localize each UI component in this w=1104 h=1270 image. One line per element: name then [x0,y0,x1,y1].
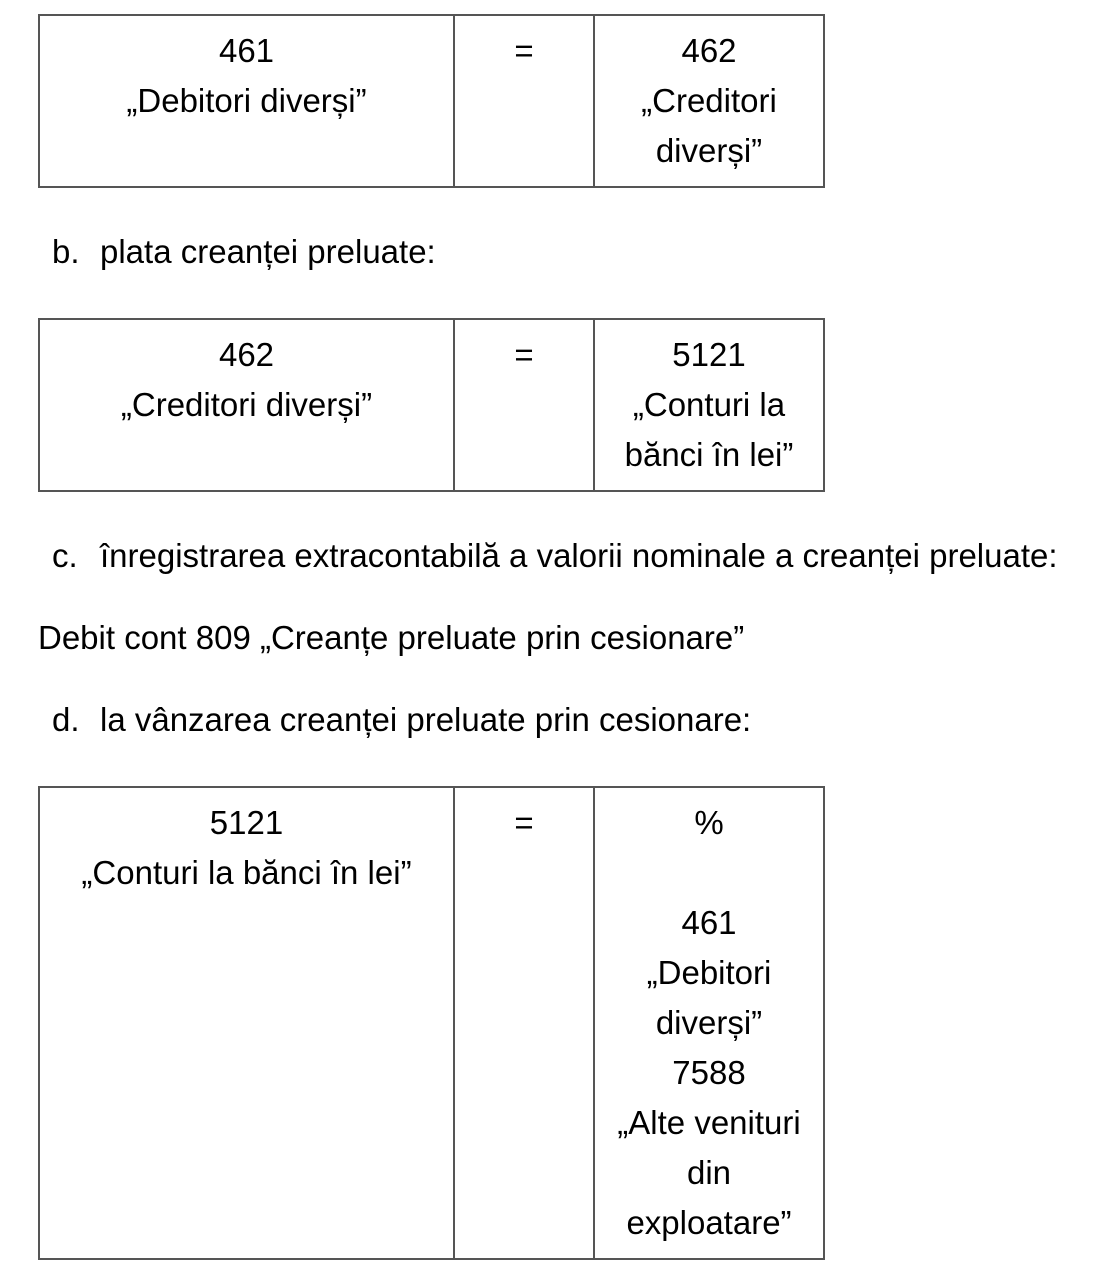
list-text-d: la vânzarea creanței preluate prin cesionare: [100,701,752,738]
debit-cell [39,787,454,1259]
list-marker-d: d. [52,701,80,738]
list-item-b [52,232,436,272]
equals-sign: = [514,804,534,841]
credit-account-code: 461 [681,904,737,941]
debit-cell [39,319,454,491]
credit-cell [594,15,824,187]
equals-cell [454,319,594,491]
list-marker-c: c. [52,537,78,574]
debit-account-code: 461 [218,32,275,69]
credit-cell [594,787,824,1259]
spacer [595,848,823,898]
journal-entry-461-462 [38,14,825,188]
equals-cell [454,15,594,187]
debit-account-code: 5121 [209,804,284,841]
list-item-d [52,700,751,740]
credit-account-name: „Alte venituri din exploatare” [617,1104,801,1241]
credit-account-code: 5121 [672,336,746,373]
debit-account-name: „Creditori diverși” [120,386,373,423]
table-row [39,787,824,1259]
debit-account-name: „Conturi la bănci în lei” [81,854,412,891]
equals-sign: = [514,336,534,373]
list-marker-b: b. [52,233,80,270]
list-text-c: înregistrarea extracontabilă a valorii nominale a creanței preluate: [100,537,1058,574]
debit-account-name: „Debitori diverși” [126,82,367,119]
equals-sign: = [514,32,534,69]
journal-entry-5121-split [38,786,825,1260]
debit-account-line: Debit cont 809 „Creanțe preluate prin cesionare” [38,619,745,656]
credit-account-code: 7588 [672,1054,746,1091]
list-item-c [52,536,1058,576]
percent-sign: % [694,804,724,841]
table-row [39,319,824,491]
debit-cell [39,15,454,187]
credit-cell [594,319,824,491]
journal-entry-462-5121 [38,318,825,492]
credit-account-name: „Creditori diverși” [641,82,777,169]
debit-account-code: 462 [218,336,275,373]
list-text-b: plata creanței preluate: [100,233,436,270]
credit-account-code: 462 [681,32,737,69]
credit-account-name: „Conturi la bănci în lei” [624,386,794,473]
credit-account-name: „Debitori diverși” [646,954,772,1041]
table-row [39,15,824,187]
equals-cell [454,787,594,1259]
